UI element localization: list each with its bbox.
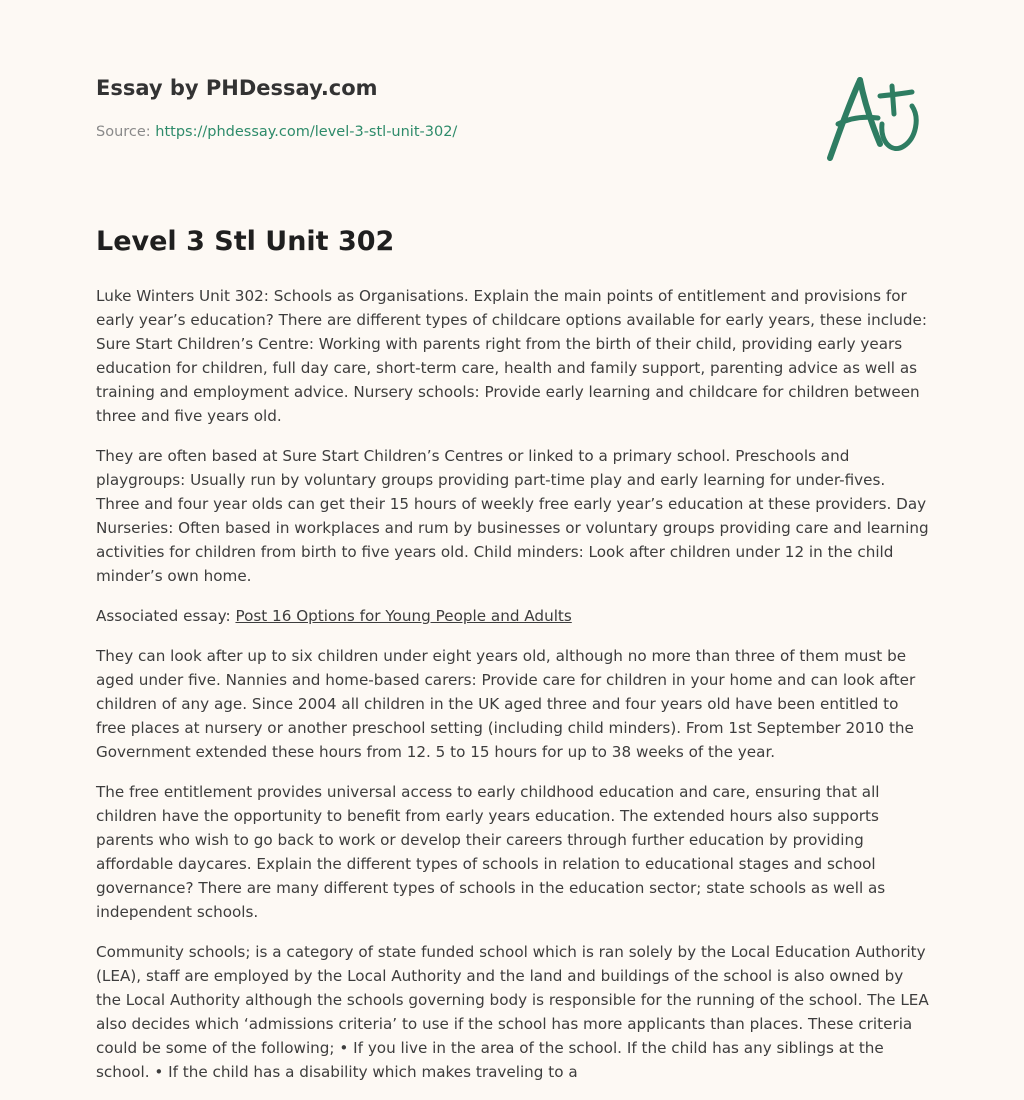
associated-essay	[96, 604, 932, 628]
paragraph: Luke Winters Unit 302: Schools as Organisations. Explain the main points of entitlement and provisions for early year’s education? There are different types of childcare options available for early years, these include: Sure Start Children’s Centre: Working with parents right from the birth of their child, providing early years education for children, full day care, short-term care, health and family support, parenting advice as well as training and employment advice. Nursery schools: Provide early learning and childcare for children between three and five years old.	[96, 287, 927, 425]
paragraph: The free entitlement provides universal access to early childhood education and care, ensuring that all children have the opportunity to benefit from early years education. The extended hours also supports parents who wish to go back to work or develop their careers through further education by providing affordable daycares. Explain the different types of schools in relation to educational stages and school governance? There are many different types of schools in the education sector; state schools as well as independent schools.	[96, 783, 886, 921]
a-plus-grade-icon	[818, 66, 930, 166]
site-title: Essay by PHDessay.com	[96, 76, 378, 100]
source-label: Source:	[96, 124, 156, 140]
essay-body	[96, 284, 932, 1100]
paragraph: They can look after up to six children under eight years old, although no more than three of them must be aged under five. Nannies and home-based carers: Provide care for children in your home and can look after children of any age. Since 2004 all children in the UK aged three and four years old have been entitled to free places at nursery or another preschool setting (including child minders). From 1st September 2010 the Government extended these hours from 12. 5 to 15 hours for up to 38 weeks of the year.	[96, 647, 916, 761]
paragraph: They are often based at Sure Start Children’s Centres or linked to a primary school. Preschools and playgroups: Usually run by voluntary groups providing part-time play and early learning for under-fives. Three and four year olds can get their 15 hours of weekly free early year’s education at these providers. Day Nurseries: Often based in workplaces and rum by businesses or voluntary groups providing care and learning activities for children from birth to five years old. Child minders: Look after children under 12 in the child minder’s own home.	[96, 447, 929, 585]
associated-essay-label: Associated essay:	[96, 607, 236, 625]
source-link[interactable]: https://phdessay.com/level-3-stl-unit-302/	[155, 124, 458, 140]
document-title: Level 3 Stl Unit 302	[96, 226, 395, 257]
associated-essay-link[interactable]: Post 16 Options for Young People and Adults	[235, 607, 572, 625]
source-line	[96, 124, 457, 140]
paragraph: Community schools; is a category of state funded school which is ran solely by the Local Education Authority (LEA), staff are employed by the Local Authority and the land and buildings of the school is also owned by the Local Authority although the schools governing body is responsible for the running of the school. The LEA also decides which ‘admissions criteria’ to use if the school has more applicants than places. These criteria could be some of the following; • If you live in the area of the school. If the child has any siblings at the school. • If the child has a disability which makes traveling to a	[96, 943, 929, 1081]
